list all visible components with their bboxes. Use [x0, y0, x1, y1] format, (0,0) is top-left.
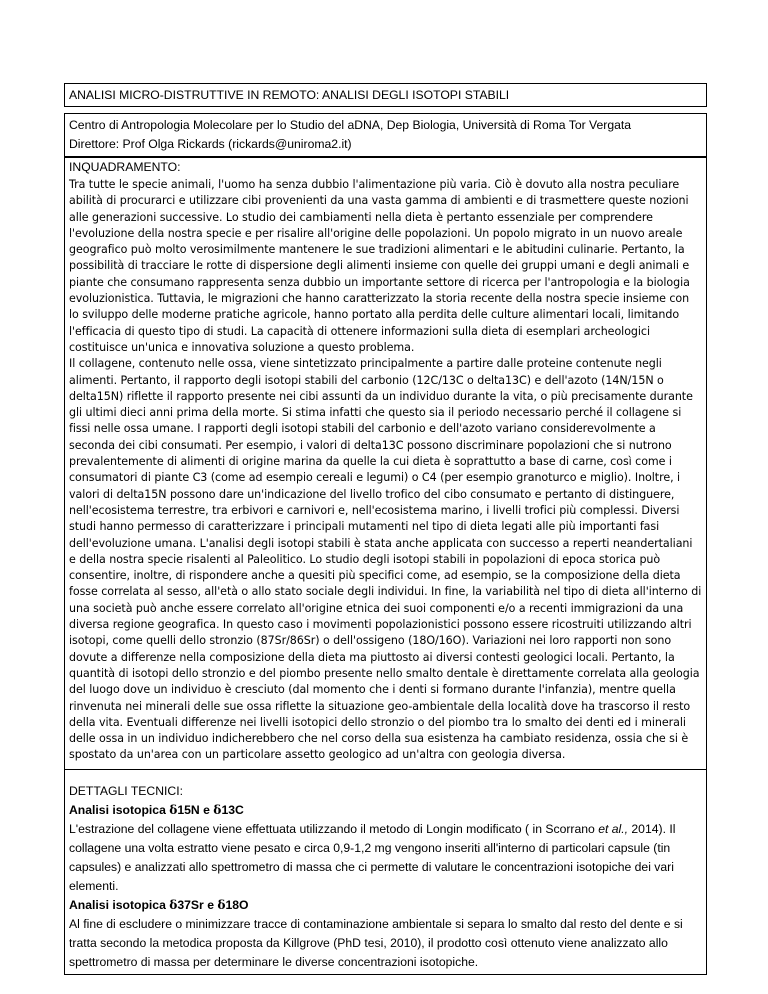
intro-heading: INQUADRAMENTO:: [69, 160, 181, 174]
title-box: [64, 83, 707, 107]
delta-symbol: δ: [169, 897, 178, 912]
intro-paragraph-1: Tra tutte le specie animali, l'uomo ha senza dubbio l'alimentazione più varia. Ciò è dovuto alla nostra peculiare abilità di procurarci e utilizzare cibi provenienti da una vasta gamma di ambienti e di trasmettere queste nozioni alle generazioni successive. Lo studio dei cambiamenti nella dieta è pertanto essenziale per comprendere l'evoluzione della nostra specie e per risalire all'origine delle popolazioni. Un popolo migrato in un nuovo areale geografico può molto verosimilmente mantenere le sue tradizioni alimentari e le abitudini culinarie. Pertanto, la possibilità di tracciare le rotte di dispersione degli alimenti insieme con quelle dei gruppi umani e degli animali e piante che consumano rappresenta senza dubbio un importante settore di ricerca per l'antropologia e la biologia evoluzionistica. Tuttavia, le migrazioni che hanno caratterizzato la storia recente della nostra specie insieme con lo sviluppo delle moderne pratiche agricole, hanno portato alla perdita delle culture alimentari locali, limitando l'efficacia di questo tipo di studi. La capacità di ottenere informazioni sulla dieta di esemplari archeologici costituisce un'unica e innovativa soluzione a questo problema.: [69, 178, 690, 354]
section-2-isotope-2: 18O: [225, 897, 249, 912]
section-2-title-prefix: Analisi isotopica: [69, 897, 170, 912]
section-2-title: [69, 896, 702, 915]
technical-box: [64, 770, 707, 975]
section-1-title-prefix: Analisi isotopica: [69, 802, 170, 817]
document-title: ANALISI MICRO-DISTRUTTIVE IN REMOTO: ANALISI DEGLI ISOTOPI STABILI: [69, 88, 510, 102]
section-2-isotope-1: 37Sr e: [177, 897, 218, 912]
section-1-text-after: 2014). Il collagene una volta estratto viene pesato e circa 0,9-1,2 mg vengono inseriti all'interno di particolari capsule (tin capsules) e analizzati allo spettrometro di massa che ci permette di valutare le concentrazioni isotopiche dei vari elementi.: [69, 821, 676, 893]
centre-box: [64, 113, 707, 157]
document-page: [64, 83, 707, 975]
delta-symbol: δ: [169, 802, 178, 817]
section-1-isotope-1: 15N e: [177, 802, 214, 817]
technical-heading: DETTAGLI TECNICI:: [69, 783, 183, 798]
delta-symbol: δ: [213, 802, 222, 817]
intro-paragraph-2: Il collagene, contenuto nelle ossa, viene sintetizzato principalmente a partire dalle proteine contenute negli alimenti. Pertanto, il rapporto degli isotopi stabili del carbonio (12C/13C o delta13C) e dell'azoto (14N/15N o delta15N) riflette il rapporto presente nei cibi assunti da un individuo durante la vita, o più precisamente durante gli ultimi dieci anni prima della morte. Si stima infatti che questo sia il periodo necessario perché il collagene si fissi nelle ossa umane. I rapporti degli isotopi stabili del carbonio e dell'azoto variano considerevolmente a seconda dei cibi consumati. Per esempio, i valori di delta13C possono discriminare popolazioni che si nutrono prevalentemente di alimenti di origine marina da quelle la cui dieta è soprattutto a base di carne, così come i consumatori di piante C3 (come ad esempio cereali e legumi) o C4 (per esempio granoturco e miglio). Inoltre, i valori di delta15N possono dare un'indicazione del livello trofico del cibo consumato e pertanto di distinguere, nell'ecosistema terrestre, tra erbivori e carnivori e, nell'ecosistema marino, i livelli trofici più complessi. Diversi studi hanno permesso di caratterizzare i principali mutamenti nel tipo di dieta legati alle più importanti fasi dell'evoluzione umana. L'analisi degli isotopi stabili è stata anche applicata con successo a reperti neandertaliani e della nostra specie risalenti al Paleolitico. Lo studio degli isotopi stabili in popolazioni di epoca storica può consentire, inoltre, di rispondere anche a quesiti più specifici come, ad esempio, se la composizione della dieta fosse correlata al sesso, all'età o allo stato sociale degli individui. In fine, la variabilità nel tipo di dieta all'interno di una società può anche essere correlato all'origine etnica dei suoi componenti e/o a recenti immigrazioni da una diversa regione geografica. In questo caso i movimenti popolazionistici possono essere ricostruiti utilizzando altri isotopi, come quelli dello stronzio (87Sr/86Sr) o dell'ossigeno (18O/16O). Variazioni nei loro rapporti non sono dovute a differenze nella composizione della dieta ma piuttosto ai diversi contesti geologici locali. Pertanto, la quantità di isotopi dello stronzio e del piombo presente nello smalto dentale è direttamente correlata alla geologia del luogo dove un individuo è cresciuto (dal momento che i denti si formano durante l'infanzia), mentre quella rinvenuta nei minerali delle sue ossa riflette la situazione geo-ambientale della località dove ha trascorso il resto della vita. Eventuali differenze nei livelli isotopici dello stronzio o del piombo tra lo smalto dei denti ed i minerali delle ossa in un individuo indicherebbero che nel corso della sua esistenza ha cambiato residenza, ossia che si è spostato da un'area con un particolare assetto geologico ad un'altra con geologia diversa.: [69, 357, 702, 762]
delta-symbol: δ: [217, 897, 226, 912]
section-2-text: Al fine di escludere o minimizzare tracce di contaminazione ambientale si separa lo smalto dal resto del dente e si tratta secondo la metodica proposta da Killgrove (PhD tesi, 2010), il prodotto così ottenuto viene analizzato allo spettrometro di massa per determinare le diverse concentrazioni isotopiche.: [69, 916, 683, 969]
director-line: Direttore: Prof Olga Rickards (rickards@uniroma2.it): [69, 137, 352, 151]
section-1-isotope-2: 13C: [221, 802, 244, 817]
section-1-title: [69, 801, 702, 820]
centre-name: Centro di Antropologia Molecolare per lo Studio del aDNA, Dep Biologia, Università di Roma Tor Vergata: [69, 118, 632, 132]
section-1-text-before: L'estrazione del collagene viene effettuata utilizzando il metodo di Longin modificato ( in Scorrano: [69, 821, 599, 836]
section-1-text-italic: et al.,: [598, 821, 629, 836]
section-1-text: [69, 820, 702, 896]
intro-box: [64, 157, 707, 770]
